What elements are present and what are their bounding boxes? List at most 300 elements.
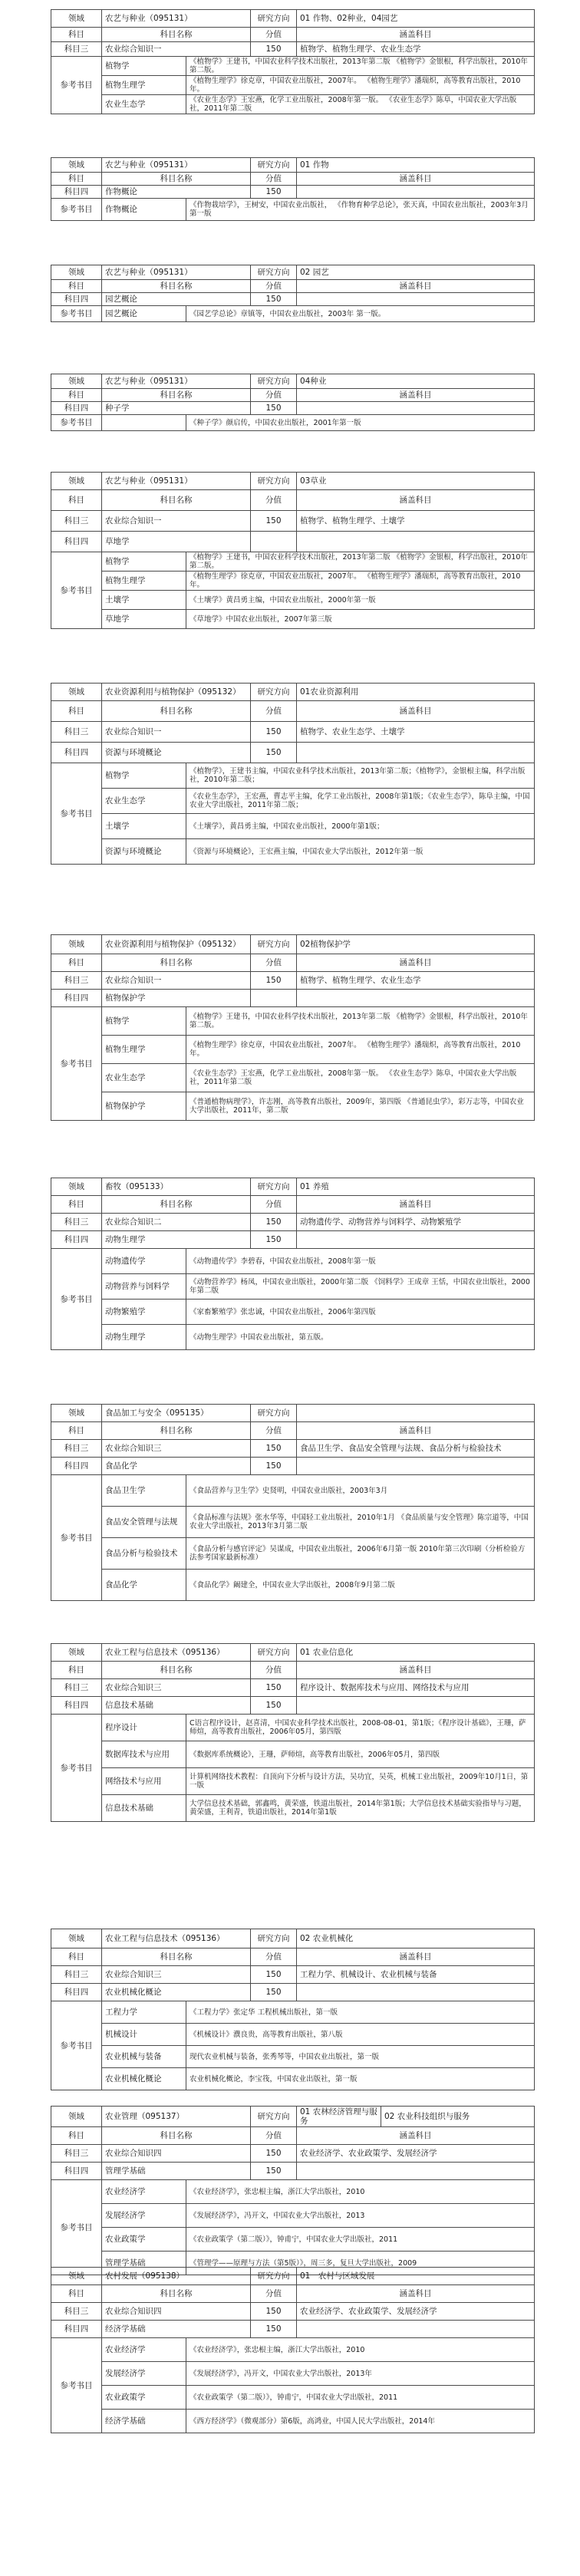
exam-subject-score: 150 [251,42,297,57]
subject-header: 科目 [51,1196,102,1214]
exam-subject-name: 农业综合知识三 [102,1966,251,1984]
program-table [51,934,535,1121]
field-value: 农业资源利用与植物保护（095132） [102,684,251,701]
ref-subject: 发展经济学 [102,2204,186,2228]
ref-subject: 动物遗传学 [102,1249,186,1274]
exam-subject-name: 农业综合知识四 [102,2303,251,2321]
exam-subject-score: 150 [251,2145,297,2163]
exam-subject-scope: 食品卫生学、食品安全管理与法规、食品分析与检验技术 [297,1440,535,1458]
exam-subject-name: 农业机械化概论 [102,1984,251,2001]
ref-subject: 网络技术与应用 [102,1768,186,1795]
exam-subject-score: 150 [251,2321,297,2338]
ref-book: 《土壤学》黄昌勇主编，中国农业出版社，2000年第一版 [186,591,535,610]
exam-subject-score: 150 [251,1697,297,1715]
ref-subject: 信息技术基础 [102,1795,186,1822]
subject-header: 科目 [51,1422,102,1440]
ref-subject: 食品安全管理与法规 [102,1507,186,1538]
exam-subject-scope: 植物学、农业生态学、土壤学 [297,722,535,743]
subject-name-header: 科目名称 [102,2127,251,2145]
ref-book: 《动物遗传学》李碧春，中国农业出版社，2008年第一版 [186,1249,535,1274]
direction-label: 研究方向 [251,1178,297,1196]
scope-header: 涵盖科目 [297,1948,535,1966]
exam-subject-score: 150 [251,722,297,743]
exam-subject-score [251,990,297,1007]
direction-value: 01 作物、02种业，04园艺 [297,10,535,28]
exam-subject-scope [297,2321,535,2338]
refs-label: 参考书目 [51,306,102,322]
exam-subject-scope [297,293,535,306]
ref-book: 《农业政策学（第二版）》，钟甫宁，中国农业大学出版社，2011 [186,2386,535,2410]
ref-book: 《管理学——原理与方法（第5版）》，周三多，复旦大学出版社，2009 [186,2252,535,2275]
ref-subject: 机械设计 [102,2024,186,2046]
score-header: 分值 [251,490,297,511]
exam-subject-scope [297,990,535,1007]
exam-subject-score: 150 [251,186,297,199]
exam-subject-label: 科目四 [51,2321,102,2338]
ref-book: 《食品标准与法规》张水华等，中国轻工业出版社，2010年1月 《食品质量与安全管理》陈宗道等，中国农业大学出版社，2013年3月第二版 [186,1507,535,1538]
ref-subject: 动物生理学 [102,1325,186,1350]
exam-subject-score: 150 [251,1966,297,1984]
subject-name-header: 科目名称 [102,1948,251,1966]
exam-subject-label: 科目四 [51,1697,102,1715]
direction-value: 03草业 [297,473,535,490]
scope-header: 涵盖科目 [297,173,535,186]
exam-subject-label: 科目三 [51,511,102,532]
subject-header: 科目 [51,389,102,402]
exam-subject-scope [297,743,535,763]
direction-value-2: 02 农业科技组织与服务 [381,2107,535,2127]
field-value: 农业资源利用与植物保护（095132） [102,935,251,954]
refs-label: 参考书目 [51,2001,102,2090]
ref-book: 《植物学》王建书，中国农业科学技术出版社，2013年第二版 《植物学》金银根，科学出版社，2010年第二版。 [186,552,535,572]
exam-subject-scope [297,2163,535,2180]
exam-subject-label: 科目三 [51,2303,102,2321]
ref-subject: 资源与环境概论 [102,839,186,865]
exam-subject-score: 150 [251,511,297,532]
exam-subject-label: 科目四 [51,1458,102,1475]
ref-book: 农业机械化概论，李宝筏，中国农业出版社，第一版 [186,2068,535,2090]
subject-header: 科目 [51,2285,102,2303]
field-label: 领域 [51,158,102,173]
scope-header: 涵盖科目 [297,701,535,722]
ref-subject: 植物学 [102,1007,186,1036]
exam-subject-score: 150 [251,1679,297,1697]
ref-book: 《农业政策学（第二版）》，钟甫宁，中国农业大学出版社，2011 [186,2228,535,2252]
score-header: 分值 [251,389,297,402]
refs-label: 参考书目 [51,1715,102,1822]
ref-subject: 动物营养与饲料学 [102,1274,186,1300]
field-value: 农业工程与信息技术（095136） [102,1929,251,1948]
scope-header: 涵盖科目 [297,490,535,511]
ref-book: 《植物生理学》徐克章，中国农业出版社，2007年。 《植物生理学》潘瑞炽，高等教育出版社，2010年。 [186,76,535,95]
direction-value: 01 农村与区域发展 [297,2268,535,2285]
ref-book: 《食品分析与感官评定》吴谋成，中国农业出版社，2006年6月第一版 2010年第三次印刷（分析检验方法参考国家最新标准） [186,1538,535,1570]
direction-label: 研究方向 [251,2268,297,2285]
subject-name-header: 科目名称 [102,490,251,511]
subject-header: 科目 [51,280,102,293]
field-label: 领域 [51,1929,102,1948]
exam-subject-scope: 程序设计、数据库技术与应用、网络技术与应用 [297,1679,535,1697]
subject-header: 科目 [51,1662,102,1679]
refs-label: 参考书目 [51,415,102,431]
ref-book: 《机械设计》濮良贵，高等教育出版社，第八版 [186,2024,535,2046]
ref-subject: 农业政策学 [102,2228,186,2252]
program-table [51,1929,535,2090]
ref-subject: 工程力学 [102,2001,186,2024]
field-value: 农村发展（095138） [102,2268,251,2285]
score-header: 分值 [251,701,297,722]
direction-value: 04种业 [297,374,535,389]
ref-book: C语言程序设计，赵喜清，中国农业科学技术出版社，2008-08-01，第1版；《程序设计基础》，王珊，萨师煊，高等教育出版社，2006年05月，第四版 [186,1715,535,1741]
exam-subject-label: 科目四 [51,186,102,199]
exam-subject-label: 科目三 [51,1214,102,1231]
ref-subject: 食品分析与检验技术 [102,1538,186,1570]
exam-subject-name: 食品化学 [102,1458,251,1475]
direction-value: 01 农林经济管理与服务 [297,2107,381,2127]
ref-subject: 农业经济学 [102,2338,186,2362]
program-table [51,265,535,322]
ref-book: 《园艺学总论》章镇等，中国农业出版社，2003年 第一版。 [186,306,535,322]
program-table [51,2106,535,2275]
field-value: 农艺与种业（095131） [102,265,251,280]
direction-value: 02植物保护学 [297,935,535,954]
exam-subject-label: 科目三 [51,1679,102,1697]
ref-book: 《植物学》，王建书主编，中国农业科学技术出版社，2013年第二版；《植物学》，金银根主编，科学出版社，2010年第二版； [186,763,535,789]
ref-subject: 植物生理学 [102,1036,186,1064]
ref-subject: 经济学基础 [102,2410,186,2433]
exam-subject-name: 资源与环境概论 [102,743,251,763]
ref-subject: 园艺概论 [102,306,186,322]
subject-name-header: 科目名称 [102,1422,251,1440]
subject-name-header: 科目名称 [102,701,251,722]
ref-subject: 发展经济学 [102,2362,186,2386]
ref-subject: 食品化学 [102,1570,186,1601]
ref-subject: 农业经济学 [102,2180,186,2204]
subject-name-header: 科目名称 [102,280,251,293]
direction-value [297,1405,535,1422]
score-header: 分值 [251,1422,297,1440]
field-label: 领域 [51,473,102,490]
ref-subject: 植物学 [102,763,186,789]
subject-header: 科目 [51,701,102,722]
direction-value: 02 农业机械化 [297,1929,535,1948]
ref-book: 大学信息技术基础，郭鑫鸣，黄荣盛，铁道出版社，2014年第1版；大学信息技术基础实验指导与习题，黄荣盛，王利青，铁道出版社，2014年第1版 [186,1795,535,1822]
field-label: 领域 [51,935,102,954]
ref-book: 《草地学》中国农业出版社，2007年第三版 [186,610,535,629]
ref-book: 《植物学》王建书，中国农业科学技术出版社，2013年第二版 《植物学》金银根，科学出版社，2010年第二版。 [186,57,535,76]
score-header: 分值 [251,1196,297,1214]
exam-subject-label: 科目四 [51,293,102,306]
direction-value: 01 养殖 [297,1178,535,1196]
exam-subject-name: 园艺概论 [102,293,251,306]
refs-label: 参考书目 [51,57,102,114]
ref-book: 《资源与环境概论》，王宏燕主编，中国农业大学出版社，2012年第一版 [186,839,535,865]
exam-subject-label: 科目三 [51,42,102,57]
field-label: 领域 [51,2107,102,2127]
exam-subject-score: 150 [251,293,297,306]
ref-subject: 管理学基础 [102,2252,186,2275]
ref-book: 《数据库系统概论》，王珊，萨师煊，高等教育出版社，2006年05月，第四版 [186,1741,535,1768]
exam-subject-label: 科目三 [51,722,102,743]
scope-header: 涵盖科目 [297,2285,535,2303]
ref-book: 《农业经济学》，张忠根主编，浙江大学出版社，2010 [186,2338,535,2362]
exam-subject-scope [297,532,535,552]
subject-header: 科目 [51,490,102,511]
subject-name-header: 科目名称 [102,954,251,972]
field-label: 领域 [51,374,102,389]
ref-subject: 植物生理学 [102,572,186,591]
exam-subject-label: 科目三 [51,1440,102,1458]
field-value: 农艺与种业（095131） [102,158,251,173]
refs-label: 参考书目 [51,1249,102,1350]
exam-subject-label: 科目四 [51,402,102,415]
scope-header: 涵盖科目 [297,1422,535,1440]
subject-name-header: 科目名称 [102,2285,251,2303]
program-table [51,374,535,431]
direction-label: 研究方向 [251,1644,297,1662]
refs-label: 参考书目 [51,552,102,629]
score-header: 分值 [251,280,297,293]
exam-subject-name: 种子学 [102,402,251,415]
ref-book: 《普通植物病理学》，许志刚，高等教育出版社，2009年，第四版 《普通昆虫学》，彩万志等，中国农业大学出版社，2011年，第二版 [186,1092,535,1121]
ref-book: 《发展经济学》，冯开文，中国农业大学出版社，2013年 [186,2362,535,2386]
score-header: 分值 [251,1662,297,1679]
field-label: 领域 [51,684,102,701]
ref-subject: 草地学 [102,610,186,629]
scope-header: 涵盖科目 [297,2127,535,2145]
ref-book: 《食品化学》阚建全，中国农业大学出版社，2008年9月第二版 [186,1570,535,1601]
field-label: 领域 [51,1405,102,1422]
ref-book: 《动物生理学》中国农业出版社，第五版。 [186,1325,535,1350]
scope-header: 涵盖科目 [297,389,535,402]
exam-subject-scope: 动物遗传学、动物营养与饲料学、动物繁殖学 [297,1214,535,1231]
exam-subject-name: 农业综合知识一 [102,42,251,57]
exam-subject-label: 科目三 [51,972,102,990]
score-header: 分值 [251,954,297,972]
direction-label: 研究方向 [251,2107,297,2127]
ref-book: 计算机网络技术教程：自顶向下分析与设计方法，吴功宜，吴英，机械工业出版社，2009年10月1日，第一版 [186,1768,535,1795]
direction-value: 01农业资源利用 [297,684,535,701]
ref-book: 《动物营养学》杨凤，中国农业出版社，2000年第二版 《饲料学》王成章 王恬，中国农业出版社，2000年第二版 [186,1274,535,1300]
refs-label: 参考书目 [51,199,102,221]
ref-book: 《家畜繁殖学》张忠诚，中国农业出版社，2006年第四版 [186,1300,535,1325]
exam-subject-label: 科目三 [51,1966,102,1984]
exam-subject-scope: 农业经济学、农业政策学、发展经济学 [297,2303,535,2321]
exam-subject-name: 农业综合知识四 [102,2145,251,2163]
ref-book: 《西方经济学》（微观部分）第6版，高鸿业，中国人民大学出版社，2014年 [186,2410,535,2433]
field-value: 农业管理（095137） [102,2107,251,2127]
ref-subject: 动物繁殖学 [102,1300,186,1325]
field-value: 农业工程与信息技术（095136） [102,1644,251,1662]
direction-value: 01 农业信息化 [297,1644,535,1662]
ref-subject: 农业生态学 [102,1064,186,1092]
direction-label: 研究方向 [251,473,297,490]
exam-subject-name: 信息技术基础 [102,1697,251,1715]
subject-name-header: 科目名称 [102,1196,251,1214]
refs-label: 参考书目 [51,763,102,865]
subject-header: 科目 [51,1948,102,1966]
field-label: 领域 [51,1644,102,1662]
refs-label: 参考书目 [51,1475,102,1601]
ref-subject: 农业机械与装备 [102,2046,186,2068]
ref-subject: 农业机械化概论 [102,2068,186,2090]
exam-subject-score: 150 [251,1214,297,1231]
scope-header: 涵盖科目 [297,1662,535,1679]
ref-book: 《植物生理学》徐克章，中国农业出版社，2007年。 《植物生理学》潘瑞炽，高等教育出版社，2010年。 [186,572,535,591]
subject-name-header: 科目名称 [102,28,251,42]
direction-label: 研究方向 [251,935,297,954]
field-value: 食品加工与安全（095135） [102,1405,251,1422]
exam-subject-name: 农业综合知识二 [102,1214,251,1231]
subject-header: 科目 [51,173,102,186]
exam-subject-scope [297,1984,535,2001]
scope-header: 涵盖科目 [297,1196,535,1214]
direction-label: 研究方向 [251,374,297,389]
program-table [51,472,535,629]
ref-book: 《发展经济学》，冯开文，中国农业大学出版社，2013 [186,2204,535,2228]
subject-header: 科目 [51,2127,102,2145]
exam-subject-score: 150 [251,972,297,990]
exam-subject-label: 科目四 [51,990,102,1007]
ref-subject: 土壤学 [102,591,186,610]
exam-subject-score: 150 [251,402,297,415]
refs-label: 参考书目 [51,2180,102,2275]
exam-subject-score [251,532,297,552]
field-label: 领域 [51,2268,102,2285]
subject-header: 科目 [51,28,102,42]
direction-label: 研究方向 [251,684,297,701]
ref-book: 《植物学》王建书，中国农业科学技术出版社，2013年第二版 《植物学》金银根，科学出版社，2010年第二版。 [186,1007,535,1036]
score-header: 分值 [251,1948,297,1966]
exam-subject-score: 150 [251,1458,297,1475]
program-table [51,157,535,221]
ref-subject: 植物生理学 [102,76,186,95]
exam-subject-scope: 植物学、植物生理学、农业生态学 [297,42,535,57]
field-label: 领域 [51,1178,102,1196]
subject-name-header: 科目名称 [102,389,251,402]
ref-book: 《食品营养与卫生学》史贤明，中国农业出版社，2003年3月 [186,1475,535,1507]
exam-subject-name: 农业综合知识三 [102,1679,251,1697]
exam-subject-score: 150 [251,1231,297,1249]
exam-subject-score: 150 [251,1984,297,2001]
exam-subject-scope [297,1231,535,1249]
ref-book: 《农业生态学》，王宏燕，曹志平主编，化学工业出版社，2008年第1版；《农业生态学》，陈阜主编，中国农业大学出版社，2011年第二版； [186,789,535,814]
exam-subject-score: 150 [251,2303,297,2321]
ref-subject: 植物保护学 [102,1092,186,1121]
exam-subject-name: 草地学 [102,532,251,552]
ref-subject: 农业生态学 [102,95,186,114]
ref-book: 《农业生态学》王宏燕，化学工业出版社，2008年第一版。 《农业生态学》陈阜，中国农业大学出版社，2011年第二版 [186,1064,535,1092]
ref-subject: 作物概论 [102,199,186,221]
subject-name-header: 科目名称 [102,1662,251,1679]
program-table [51,1404,535,1601]
program-table [51,1178,535,1350]
exam-subject-scope: 工程力学、机械设计、农业机械与装备 [297,1966,535,1984]
score-header: 分值 [251,173,297,186]
ref-subject: 农业政策学 [102,2386,186,2410]
score-header: 分值 [251,2127,297,2145]
exam-subject-label: 科目四 [51,1231,102,1249]
program-table [51,683,535,865]
field-label: 领域 [51,265,102,280]
exam-subject-score: 150 [251,2163,297,2180]
exam-subject-score: 150 [251,1440,297,1458]
field-label: 领域 [51,10,102,28]
score-header: 分值 [251,2285,297,2303]
direction-value: 01 作物 [297,158,535,173]
exam-subject-scope: 农业经济学、农业政策学、发展经济学 [297,2145,535,2163]
ref-subject: 植物学 [102,57,186,76]
exam-subject-name: 农业综合知识一 [102,722,251,743]
exam-subject-name: 经济学基础 [102,2321,251,2338]
exam-subject-name: 农业综合知识一 [102,972,251,990]
direction-label: 研究方向 [251,158,297,173]
scope-header: 涵盖科目 [297,28,535,42]
exam-subject-score: 150 [251,743,297,763]
ref-subject: 植物学 [102,552,186,572]
exam-subject-scope [297,402,535,415]
exam-subject-label: 科目四 [51,1984,102,2001]
exam-subject-name: 动物生理学 [102,1231,251,1249]
direction-label: 研究方向 [251,1929,297,1948]
ref-book: 《种子学》颜启传，中国农业出版社，2001年第一版 [186,415,535,431]
scope-header: 涵盖科目 [297,280,535,293]
program-table [51,2267,535,2433]
ref-book: 《工程力学》张定华 工程机械出版社，第一版 [186,2001,535,2024]
exam-subject-label: 科目四 [51,532,102,552]
ref-book: 《农业经济学》，张忠根主编，浙江大学出版社，2010 [186,2180,535,2204]
direction-label: 研究方向 [251,10,297,28]
exam-subject-name: 作物概论 [102,186,251,199]
exam-subject-scope: 植物学、植物生理学、土壤学 [297,511,535,532]
ref-book: 《作物栽培学》，王树安，中国农业出版社， 《作物育种学总论》，张天真，中国农业出版社，2003年3月第一版 [186,199,535,221]
direction-label: 研究方向 [251,1405,297,1422]
field-value: 畜牧（095133） [102,1178,251,1196]
program-table [51,1643,535,1822]
ref-book: 《农业生态学》王宏燕，化学工业出版社，2008年第一版。 《农业生态学》陈阜，中国农业大学出版社，2011年第二版 [186,95,535,114]
refs-label: 参考书目 [51,2338,102,2433]
exam-subject-name: 农业综合知识三 [102,1440,251,1458]
program-table [51,9,535,114]
score-header: 分值 [251,28,297,42]
exam-subject-name: 管理学基础 [102,2163,251,2180]
exam-subject-scope [297,1458,535,1475]
exam-subject-label: 科目四 [51,2163,102,2180]
exam-subject-name: 农业综合知识一 [102,511,251,532]
ref-book: 《土壤学》，黄昌勇主编，中国农业出版社，2000年第1版； [186,814,535,839]
field-value: 农艺与种业（095131） [102,10,251,28]
exam-subject-scope [297,186,535,199]
exam-subject-scope: 植物学、植物生理学、农业生态学 [297,972,535,990]
subject-header: 科目 [51,954,102,972]
field-value: 农艺与种业（095131） [102,473,251,490]
exam-subject-name: 植物保护学 [102,990,251,1007]
scope-header: 涵盖科目 [297,954,535,972]
direction-value: 02 园艺 [297,265,535,280]
refs-label: 参考书目 [51,1007,102,1121]
field-value: 农艺与种业（095131） [102,374,251,389]
ref-book: 《植物生理学》徐克章，中国农业出版社，2007年。 《植物生理学》潘瑞炽，高等教育出版社，2010年。 [186,1036,535,1064]
ref-book: 现代农业机械与装备，张秀琴等，中国农业出版社，第一版 [186,2046,535,2068]
exam-subject-label: 科目四 [51,743,102,763]
exam-subject-scope [297,1697,535,1715]
ref-subject: 食品卫生学 [102,1475,186,1507]
ref-subject: 程序设计 [102,1715,186,1741]
ref-subject: 土壤学 [102,814,186,839]
ref-subject: 农业生态学 [102,789,186,814]
ref-subject: 数据库技术与应用 [102,1741,186,1768]
ref-subject [102,415,186,431]
